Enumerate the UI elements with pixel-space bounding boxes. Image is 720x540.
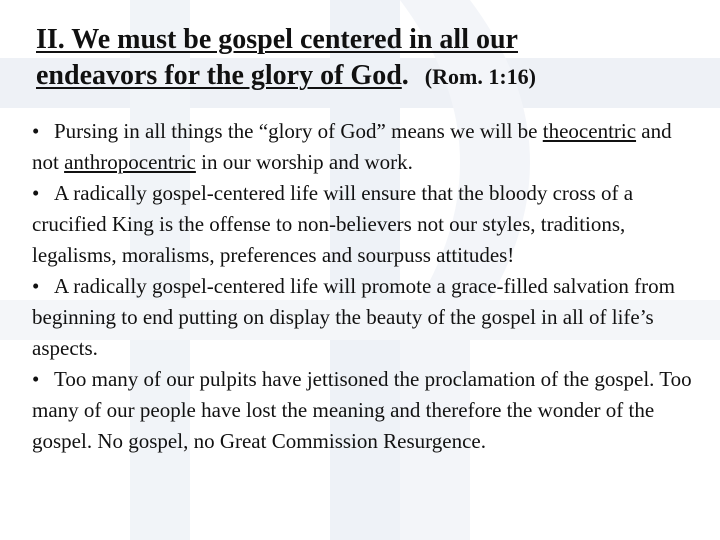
bullet-icon: •: [32, 367, 40, 391]
bullet-4-text: Too many of our pulpits have jettisoned the proclamation of the gospel. Too many of our people have lost the meaning and therefore the wonder of the gospel. No gospel, no Great Commission Resurgence.: [32, 367, 692, 453]
bullet-1-term-theocentric: theocentric: [542, 119, 637, 143]
title-text-1: II. We must be gospel centered in all our: [36, 24, 518, 55]
bullet-item-2: [32, 178, 702, 271]
title-period: .: [401, 60, 409, 91]
bullet-icon: •: [32, 181, 40, 205]
bullet-1-text-b: and not: [32, 119, 672, 174]
bullet-1-term-anthropocentric: anthropocentric: [64, 150, 196, 174]
bullet-1-text-c: in our worship and work.: [195, 150, 413, 174]
bullet-1-text-a: Pursing in all things the “glory of God” means we will be: [54, 119, 543, 143]
title-line-2: [36, 58, 696, 95]
bullet-2-text: A radically gospel-centered life will ensure that the bloody cross of a crucified King is the offense to non-believers not our styles, traditions, legalisms, moralisms, preferences and sourpuss attitudes!: [32, 181, 634, 267]
title-line-1: [36, 22, 696, 58]
bullet-item-4: [32, 364, 702, 457]
slide-title: [36, 22, 696, 95]
bullet-icon: •: [32, 274, 40, 298]
bullet-list: [32, 116, 702, 457]
bullet-item-1: [32, 116, 702, 178]
bullet-3-text: A radically gospel-centered life will promote a grace-filled salvation from beginning to end putting on display the beauty of the gospel in all of life’s aspects.: [32, 274, 676, 360]
bullet-icon: •: [32, 119, 40, 143]
scripture-reference: (Rom. 1:16): [424, 64, 536, 89]
bullet-item-3: [32, 271, 702, 364]
title-text-2: endeavors for the glory of God: [36, 60, 402, 91]
